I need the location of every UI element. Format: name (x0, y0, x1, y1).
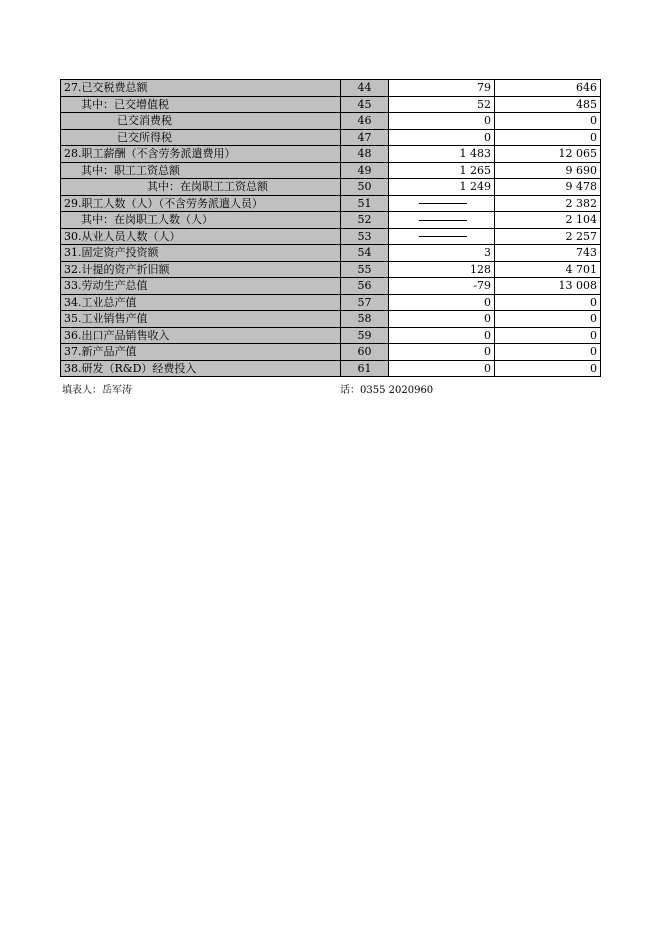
row-code-cell: 47 (341, 129, 389, 146)
table-row (61, 360, 601, 377)
row-item-label: 35.工业销售产值 (61, 311, 341, 328)
row-cumulative-cell: 743 (495, 245, 601, 262)
row-cumulative-cell: 646 (495, 80, 601, 97)
row-item-label: 其中：已交增值税 (61, 96, 341, 113)
row-code-cell: 50 (341, 179, 389, 196)
row-code-cell: 44 (341, 80, 389, 97)
row-current-period-cell: 0 (389, 344, 495, 361)
row-current-period-cell: -79 (389, 278, 495, 295)
row-cumulative-cell: 2 257 (495, 228, 601, 245)
row-current-period-cell: 1 483 (389, 146, 495, 163)
statistics-table-body (61, 80, 601, 377)
table-row (61, 327, 601, 344)
row-cumulative-cell: 0 (495, 294, 601, 311)
row-code-cell: 54 (341, 245, 389, 262)
row-current-period-cell: 0 (389, 311, 495, 328)
row-code-cell: 55 (341, 261, 389, 278)
table-row (61, 344, 601, 361)
table-row (61, 96, 601, 113)
contact-phone: 话：0355 2020960 (340, 385, 434, 396)
row-current-period-cell (389, 195, 495, 212)
table-row (61, 129, 601, 146)
row-cumulative-cell: 0 (495, 344, 601, 361)
row-item-label: 已交所得税 (61, 129, 341, 146)
table-row (61, 179, 601, 196)
row-current-period-cell: 52 (389, 96, 495, 113)
row-current-period-cell: 1 249 (389, 179, 495, 196)
row-cumulative-cell: 2 382 (495, 195, 601, 212)
row-code-cell: 61 (341, 360, 389, 377)
row-code-cell: 60 (341, 344, 389, 361)
table-row (61, 228, 601, 245)
row-item-label: 37.新产品产值 (61, 344, 341, 361)
row-item-label: 32.计提的资产折旧额 (61, 261, 341, 278)
not-applicable-dash (419, 236, 467, 237)
row-cumulative-cell: 2 104 (495, 212, 601, 229)
table-row (61, 212, 601, 229)
row-item-label: 34.工业总产值 (61, 294, 341, 311)
row-code-cell: 57 (341, 294, 389, 311)
row-item-label: 其中：在岗职工工资总额 (61, 179, 341, 196)
row-current-period-cell: 0 (389, 113, 495, 130)
table-row (61, 113, 601, 130)
row-current-period-cell (389, 212, 495, 229)
row-item-label: 其中：职工工资总额 (61, 162, 341, 179)
table-row (61, 278, 601, 295)
row-current-period-cell: 0 (389, 294, 495, 311)
row-code-cell: 56 (341, 278, 389, 295)
row-code-cell: 49 (341, 162, 389, 179)
row-item-label: 31.固定资产投资额 (61, 245, 341, 262)
row-current-period-cell: 0 (389, 360, 495, 377)
row-item-label: 29.职工人数（人）（不含劳务派遣人员） (61, 195, 341, 212)
row-cumulative-cell: 0 (495, 129, 601, 146)
row-item-label: 其中：在岗职工人数（人） (61, 212, 341, 229)
table-row (61, 162, 601, 179)
row-code-cell: 53 (341, 228, 389, 245)
row-current-period-cell (389, 228, 495, 245)
row-current-period-cell: 79 (389, 80, 495, 97)
row-item-label: 27.已交税费总额 (61, 80, 341, 97)
row-cumulative-cell: 9 478 (495, 179, 601, 196)
row-code-cell: 52 (341, 212, 389, 229)
row-cumulative-cell: 485 (495, 96, 601, 113)
not-applicable-dash (419, 203, 467, 204)
statistics-table (60, 79, 601, 377)
row-code-cell: 59 (341, 327, 389, 344)
row-cumulative-cell: 13 008 (495, 278, 601, 295)
table-row (61, 245, 601, 262)
table-row (61, 294, 601, 311)
row-item-label: 28.职工薪酬（不含劳务派遣费用） (61, 146, 341, 163)
row-item-label: 38.研发（R&D）经费投入 (61, 360, 341, 377)
row-current-period-cell: 128 (389, 261, 495, 278)
table-row (61, 311, 601, 328)
row-cumulative-cell: 0 (495, 360, 601, 377)
row-code-cell: 51 (341, 195, 389, 212)
row-cumulative-cell: 12 065 (495, 146, 601, 163)
row-code-cell: 45 (341, 96, 389, 113)
table-row (61, 261, 601, 278)
row-current-period-cell: 3 (389, 245, 495, 262)
table-row (61, 146, 601, 163)
row-code-cell: 58 (341, 311, 389, 328)
row-item-label: 已交消费税 (61, 113, 341, 130)
row-item-label: 33.劳动生产总值 (61, 278, 341, 295)
row-cumulative-cell: 0 (495, 113, 601, 130)
row-cumulative-cell: 9 690 (495, 162, 601, 179)
row-cumulative-cell: 0 (495, 311, 601, 328)
row-code-cell: 46 (341, 113, 389, 130)
row-cumulative-cell: 0 (495, 327, 601, 344)
row-code-cell: 48 (341, 146, 389, 163)
form-filler-label: 填表人：岳军涛 (62, 385, 132, 396)
row-current-period-cell: 0 (389, 129, 495, 146)
row-cumulative-cell: 4 701 (495, 261, 601, 278)
row-current-period-cell: 1 265 (389, 162, 495, 179)
table-row (61, 80, 601, 97)
row-item-label: 30.从业人员人数（人） (61, 228, 341, 245)
row-item-label: 36.出口产品销售收入 (61, 327, 341, 344)
table-row (61, 195, 601, 212)
row-current-period-cell: 0 (389, 327, 495, 344)
not-applicable-dash (419, 220, 467, 221)
